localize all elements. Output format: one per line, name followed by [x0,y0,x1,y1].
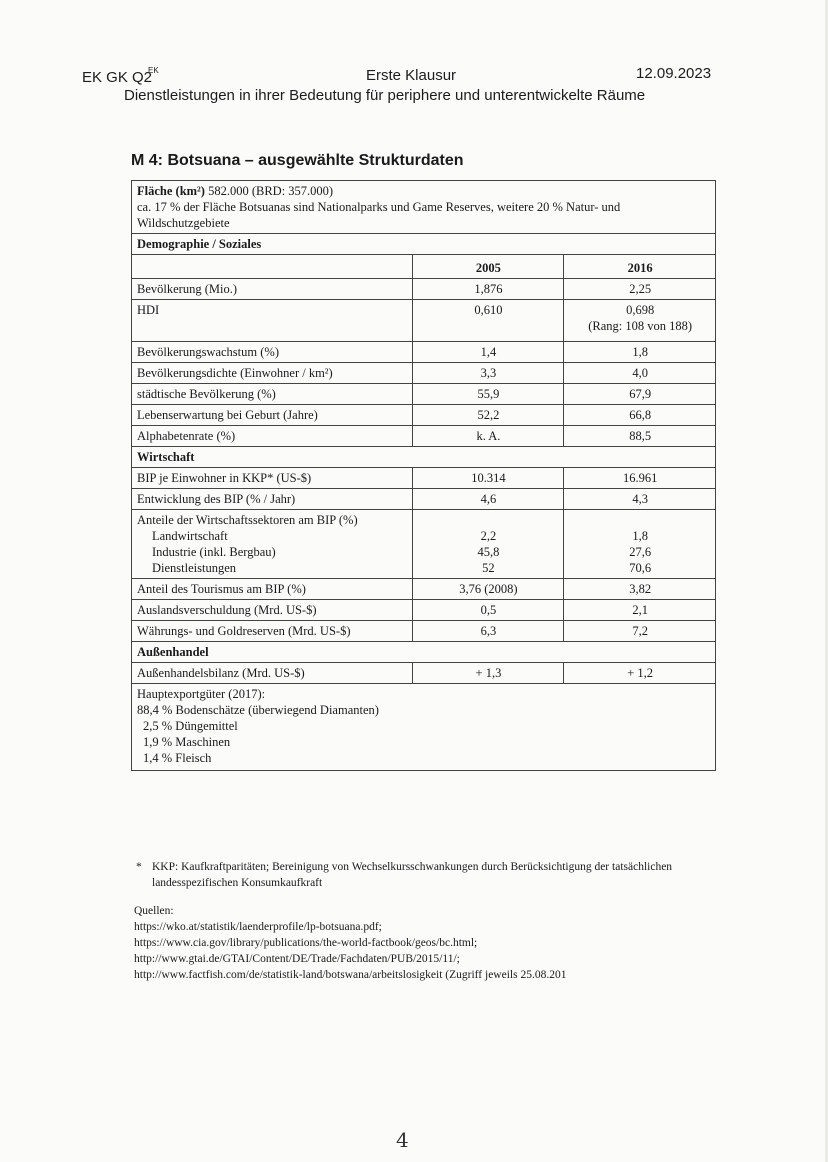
sector-value-2005: 52 [482,561,495,575]
footnote-marker: * [136,861,142,873]
exam-topic: Dienstleistungen in ihrer Bedeutung für periphere und unterentwickelte Räume [124,87,646,104]
exports-cell [132,684,716,771]
value-2005: 4,6 [412,489,564,510]
row-label: Auslandsverschuldung (Mrd. US-$) [132,600,413,621]
value-2005: k. A. [412,426,564,447]
value-2016: 16.961 [564,468,716,489]
export-item: 88,4 % Bodenschätze (überwiegend Diamanten) [137,703,379,717]
value-2005: 52,2 [412,405,564,426]
value-2016: 3,82 [564,579,716,600]
row-label: Bevölkerung (Mio.) [132,279,413,300]
value-2016 [564,426,716,447]
row-label: BIP je Einwohner in KKP* (US-$) [132,468,413,489]
value-2016: 2,1 [564,600,716,621]
sectors-label: Anteile der Wirtschaftssektoren am BIP (%) [137,513,358,527]
value-2005: 0,610 [412,300,564,342]
section-heading: Außenhandel [132,642,716,663]
area-cell [132,181,716,234]
value-2016 [564,405,716,426]
value-2016 [564,279,716,300]
value-2005: 3,76 (2008) [412,579,564,600]
exports-title: Hauptexportgüter (2017): [137,687,266,701]
table-row [132,342,716,363]
value-2016-number: 67,9 [629,387,652,401]
sector-value-2016: 70,6 [629,561,652,575]
section-row [132,234,716,255]
structure-data-table [131,180,716,771]
exports-row [132,684,716,771]
value-2016 [564,363,716,384]
section-row [132,447,716,468]
sources [134,903,734,983]
sector-value-2005: 45,8 [477,545,500,559]
source-line: http://www.gtai.de/GTAI/Content/DE/Trade/Fachdaten/PUB/2015/11/; [134,953,460,965]
exam-title: Erste Klausur [366,67,457,84]
table-row [132,300,716,342]
table-row [132,279,716,300]
row-label: Bevölkerungswachstum (%) [132,342,413,363]
sector-value-2016: 1,8 [632,529,648,543]
row-label: HDI [132,300,413,342]
row-label: Währungs- und Goldreserven (Mrd. US-$) [132,621,413,642]
source-line: https://wko.at/statistik/laenderprofile/lp-botsuana.pdf; [134,921,382,933]
value-2016-number: 1,8 [632,345,648,359]
value-2005: 6,3 [412,621,564,642]
table-row [132,363,716,384]
table-row [132,384,716,405]
row-label: Anteil des Tourismus am BIP (%) [132,579,413,600]
sectors-2016 [564,510,716,579]
section-row [132,642,716,663]
table-row [132,468,716,489]
page-number: 4 [396,1128,409,1152]
sectors-row [132,510,716,579]
year-header: 2005 [412,255,564,279]
area-note: ca. 17 % der Fläche Botsuanas sind Nationalparks und Game Reserves, weitere 20 % Natur- und Wildschutzgebiete [137,200,621,230]
value-2016: 7,2 [564,621,716,642]
value-2016 [564,342,716,363]
area-label: Fläche (km²) [137,184,205,198]
exam-date: 12.09.2023 [636,65,712,82]
value-2005: 0,5 [412,600,564,621]
value-2016: 4,3 [564,489,716,510]
table-row [132,600,716,621]
value-2016: + 1,2 [564,663,716,684]
row-label: Außenhandelsbilanz (Mrd. US-$) [132,663,413,684]
sector-value-2016: 27,6 [629,545,652,559]
row-label: Entwicklung des BIP (% / Jahr) [132,489,413,510]
section-heading: Wirtschaft [132,447,716,468]
value-2016 [564,300,716,342]
value-2016-number: 88,5 [629,429,652,443]
sector-label: Dienstleistungen [152,561,237,575]
table-row [132,663,716,684]
value-2005: + 1,3 [412,663,564,684]
value-2016-number: 66,8 [629,408,652,422]
empty-cell [132,255,413,279]
table-row [132,621,716,642]
sectors-cell [132,510,413,579]
footnote [136,859,696,891]
value-2005: 1,876 [412,279,564,300]
value-2005: 1,4 [412,342,564,363]
row-label: städtische Bevölkerung (%) [132,384,413,405]
year-header: 2016 [564,255,716,279]
export-item: 1,4 % Fleisch [143,751,212,765]
row-label: Lebenserwartung bei Geburt (Jahre) [132,405,413,426]
row-label: Alphabetenrate (%) [132,426,413,447]
table-row [132,579,716,600]
value-2016-note: (Rang: 108 von 188) [588,319,693,333]
value-2016-number: 4,0 [632,366,648,380]
value-2005: 3,3 [412,363,564,384]
source-line: https://www.cia.gov/library/publications/the-world-factbook/geos/bc.html; [134,937,478,949]
sector-value-2005: 2,2 [480,529,497,543]
material-title: M 4: Botsuana – ausgewählte Strukturdaten [131,152,464,169]
sector-label: Industrie (inkl. Bergbau) [152,545,276,559]
source-line: http://www.factfish.com/de/statistik-land/botswana/arbeitslosigkeit (Zugriff jeweils 25.08.201 [134,969,567,981]
sectors-2005 [412,510,564,579]
sources-title: Quellen: [134,905,174,917]
value-2005: 55,9 [412,384,564,405]
footnote-text: KKP: Kaufkraftparitäten; Bereinigung von Wechselkursschwankungen durch Berücksichtigung der tatsächlichen landesspezifischen Konsumkaufkraft [152,861,673,889]
table-row [132,405,716,426]
area-value: 582.000 (BRD: 357.000) [208,184,334,198]
course-superscript: EK [148,66,159,75]
value-2016 [564,384,716,405]
export-item: 1,9 % Maschinen [143,735,231,749]
value-2005: 10.314 [412,468,564,489]
table-row [132,426,716,447]
value-2016-number: 0,698 [626,303,655,317]
row-label: Bevölkerungsdichte (Einwohner / km²) [132,363,413,384]
year-header-row [132,255,716,279]
sector-label: Landwirtschaft [152,529,228,543]
export-item: 2,5 % Düngemittel [143,719,238,733]
section-heading: Demographie / Soziales [132,234,716,255]
area-row [132,181,716,234]
value-2016-number: 2,25 [629,282,652,296]
course-label: EK GK $Q2^{EK}$ [82,66,159,86]
table-row [132,489,716,510]
